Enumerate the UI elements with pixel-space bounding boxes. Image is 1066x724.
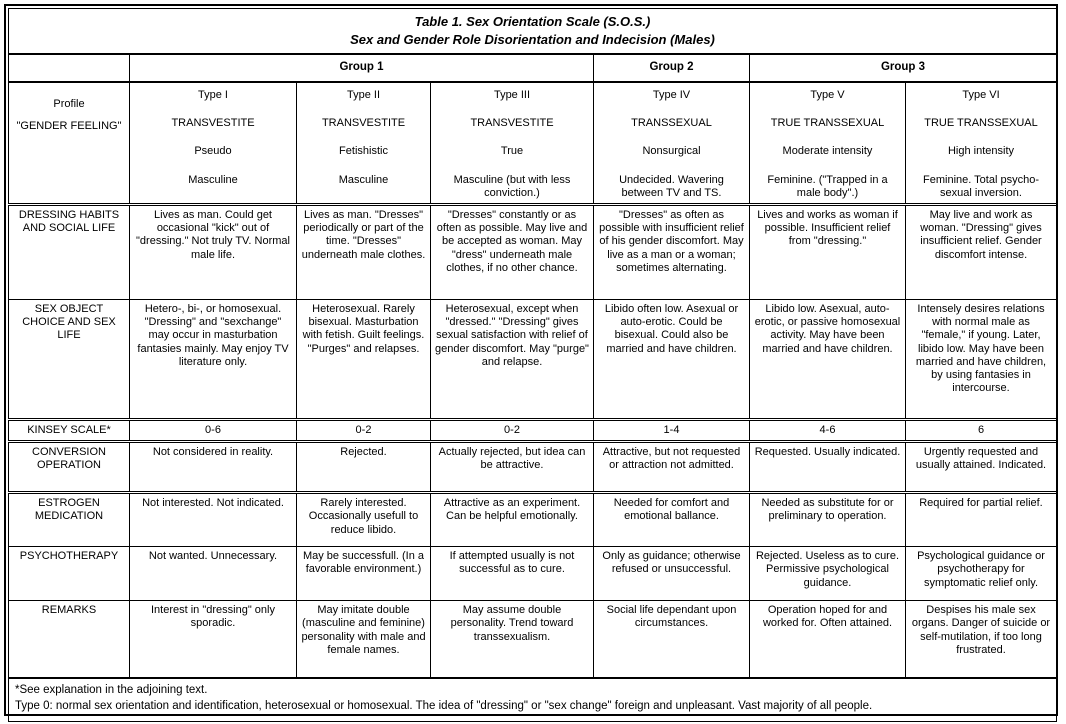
cell-kinsey-type-iv: 1-4	[594, 420, 750, 442]
sex-orientation-scale-table	[8, 8, 1057, 722]
group-header-row	[9, 54, 1057, 82]
table-title-line2: Sex and Gender Role Disorientation and Indecision (Males)	[350, 31, 715, 47]
type-label: Type VI	[962, 89, 1000, 102]
cell-psychotherapy-type-v: Rejected. Useless as to cure. Permissive psychological guidance.	[750, 547, 906, 601]
row-estrogen-medication	[9, 493, 1057, 547]
table-title-line1: Table 1. Sex Orientation Scale (S.O.S.)	[414, 14, 651, 29]
cell-remarks-type-vi: Despises his male sex organs. Danger of suicide or self-mutilation, if too long frustrated.	[906, 601, 1057, 678]
footnote-line1: *See explanation in the adjoining text.	[15, 683, 208, 696]
row-kinsey-scale	[9, 420, 1057, 442]
type-feeling: Masculine	[338, 173, 389, 186]
type-label: Type V	[810, 89, 845, 102]
corner-cell	[9, 54, 130, 82]
row-label-psychotherapy: PSYCHOTHERAPY	[9, 547, 130, 601]
table-outer-border	[4, 4, 1058, 716]
cell-psychotherapy-type-iv: Only as guidance; otherwise refused or unsuccessful.	[594, 547, 750, 601]
row-label-dressing-habits: DRESSING HABITS AND SOCIAL LIFE	[9, 205, 130, 300]
type-feeling: Feminine. Total psycho-sexual inversion.	[923, 173, 1039, 199]
cell-sexobject-type-vi: Intensely desires relations with normal male as "female," if young. Later, libido low. May have been married and have children, by using fantasies in intercourse.	[906, 300, 1057, 420]
cell-sexobject-type-iv: Libido often low. Asexual or auto-erotic. Could be bisexual. Could also be married and have children.	[594, 300, 750, 420]
cell-kinsey-type-vi: 6	[906, 420, 1057, 442]
profile-cell-type-iv	[594, 82, 750, 204]
footnote-row	[9, 678, 1057, 722]
cell-dressing-type-i: Lives as man. Could get occasional "kick" out of "dressing." Not truly TV. Normal male life.	[130, 205, 297, 300]
row-psychotherapy	[9, 547, 1057, 601]
row-label-profile	[9, 82, 130, 204]
type-subtype: High intensity	[947, 145, 1015, 158]
type-label: Type IV	[652, 89, 691, 102]
type-feeling: Feminine. ("Trapped in a male body".)	[767, 173, 888, 199]
group-2-header: Group 2	[594, 54, 750, 82]
cell-kinsey-type-iii: 0-2	[431, 420, 594, 442]
profile-cell-type-v	[750, 82, 906, 204]
cell-remarks-type-iii: May assume double personality. Trend toward transsexualism.	[431, 601, 594, 678]
cell-dressing-type-iii: "Dresses" constantly or as often as possible. May live and be accepted as woman. May "dress" underneath male clothes, if no other chance.	[431, 205, 594, 300]
cell-sexobject-type-v: Libido low. Asexual, auto-erotic, or passive homosexual activity. May have been married and have children.	[750, 300, 906, 420]
profile-row	[9, 82, 1057, 204]
group-1-header: Group 1	[130, 54, 594, 82]
type-label: Type III	[493, 89, 531, 102]
row-label-conversion-operation: CONVERSION OPERATION	[9, 442, 130, 493]
type-name: TRANSSEXUAL	[631, 117, 712, 130]
cell-kinsey-type-i: 0-6	[130, 420, 297, 442]
row-remarks	[9, 601, 1057, 678]
row-conversion-operation	[9, 442, 1057, 493]
cell-remarks-type-v: Operation hoped for and worked for. Often attained.	[750, 601, 906, 678]
type-feeling: Masculine	[188, 173, 238, 186]
profile-cell-type-vi	[906, 82, 1057, 204]
type-label: Type I	[198, 89, 228, 102]
cell-conversion-type-v: Requested. Usually indicated.	[750, 442, 906, 493]
type-name: TRUE TRANSSEXUAL	[924, 117, 1038, 130]
cell-psychotherapy-type-vi: Psychological guidance or psychotherapy for symptomatic relief only.	[906, 547, 1057, 601]
cell-remarks-type-iv: Social life dependant upon circumstances.	[594, 601, 750, 678]
profile-label-line1: Profile	[53, 98, 85, 111]
type-subtype: Moderate intensity	[782, 145, 873, 158]
cell-dressing-type-vi: May live and work as woman. "Dressing" gives insufficient relief. Gender discomfort intense.	[906, 205, 1057, 300]
cell-kinsey-type-ii: 0-2	[297, 420, 431, 442]
cell-psychotherapy-type-ii: May be successfull. (In a favorable environment.)	[297, 547, 431, 601]
profile-cell-type-iii	[431, 82, 594, 204]
cell-conversion-type-ii: Rejected.	[297, 442, 431, 493]
type-subtype: Nonsurgical	[642, 145, 701, 158]
row-sex-object-choice	[9, 300, 1057, 420]
type-subtype: Pseudo	[194, 145, 232, 158]
cell-sexobject-type-iii: Heterosexual, except when "dressed." "Dressing" gives sexual satisfaction with relief of gender discomfort. May "purge" and relapse.	[431, 300, 594, 420]
type-subtype: Fetishistic	[339, 145, 388, 158]
cell-sexobject-type-ii: Heterosexual. Rarely bisexual. Masturbation with fetish. Guilt feelings. "Purges" and relapses.	[297, 300, 431, 420]
row-label-remarks: REMARKS	[9, 601, 130, 678]
cell-dressing-type-ii: Lives as man. "Dresses" periodically or part of the time. "Dresses" underneath male clothes.	[297, 205, 431, 300]
type-feeling: Masculine (but with less conviction.)	[453, 173, 571, 199]
profile-cell-type-i	[130, 82, 297, 204]
cell-sexobject-type-i: Hetero-, bi-, or homosexual. "Dressing" and "sexchange" may occur in masturbation fantasies mainly. May enjoy TV literature only.	[130, 300, 297, 420]
cell-estrogen-type-iv: Needed for comfort and emotional ballance.	[594, 493, 750, 547]
cell-estrogen-type-iii: Attractive as an experiment. Can be helpful emotionally.	[431, 493, 594, 547]
type-subtype: True	[500, 145, 524, 158]
cell-remarks-type-ii: May imitate double (masculine and feminine) personality with male and female names.	[297, 601, 431, 678]
group-3-header: Group 3	[750, 54, 1057, 82]
cell-estrogen-type-ii: Rarely interested. Occasionally usefull to reduce libido.	[297, 493, 431, 547]
cell-kinsey-type-v: 4-6	[750, 420, 906, 442]
title-row	[9, 9, 1057, 55]
row-label-sex-object-choice: SEX OBJECT CHOICE AND SEX LIFE	[9, 300, 130, 420]
type-label: Type II	[346, 89, 381, 102]
type-name: TRUE TRANSSEXUAL	[770, 117, 885, 130]
footnotes	[9, 678, 1057, 722]
cell-estrogen-type-vi: Required for partial relief.	[906, 493, 1057, 547]
profile-cell-type-ii	[297, 82, 431, 204]
cell-estrogen-type-v: Needed as substitute for or preliminary to operation.	[750, 493, 906, 547]
cell-estrogen-type-i: Not interested. Not indicated.	[130, 493, 297, 547]
cell-psychotherapy-type-i: Not wanted. Unnecessary.	[130, 547, 297, 601]
cell-conversion-type-iii: Actually rejected, but idea can be attractive.	[431, 442, 594, 493]
type-name: TRANSVESTITE	[470, 117, 554, 130]
cell-conversion-type-i: Not considered in reality.	[130, 442, 297, 493]
cell-dressing-type-iv: "Dresses" as often as possible with insufficient relief of his gender discomfort. May live as a man or a woman; sometimes alternating.	[594, 205, 750, 300]
row-label-estrogen-medication: ESTROGEN MEDICATION	[9, 493, 130, 547]
cell-dressing-type-v: Lives and works as woman if possible. Insufficient relief from "dressing."	[750, 205, 906, 300]
type-feeling: Undecided. Wavering between TV and TS.	[619, 173, 724, 199]
cell-conversion-type-iv: Attractive, but not requested or attraction not admitted.	[594, 442, 750, 493]
cell-conversion-type-vi: Urgently requested and usually attained. Indicated.	[906, 442, 1057, 493]
cell-psychotherapy-type-iii: If attempted usually is not successful as to cure.	[431, 547, 594, 601]
profile-label-line2: "GENDER FEELING"	[16, 120, 122, 133]
type-name: TRANSVESTITE	[171, 117, 255, 130]
table-title	[9, 9, 1057, 55]
cell-remarks-type-i: Interest in "dressing" only sporadic.	[130, 601, 297, 678]
type-name: TRANSVESTITE	[321, 117, 406, 130]
row-label-kinsey-scale: KINSEY SCALE*	[9, 420, 130, 442]
footnote-line2: Type 0: normal sex orientation and identification, heterosexual or homosexual. The idea of "dressing" or "sex change" foreign and unpleasant. Vast majority of all people.	[15, 700, 873, 713]
row-dressing-habits	[9, 205, 1057, 300]
